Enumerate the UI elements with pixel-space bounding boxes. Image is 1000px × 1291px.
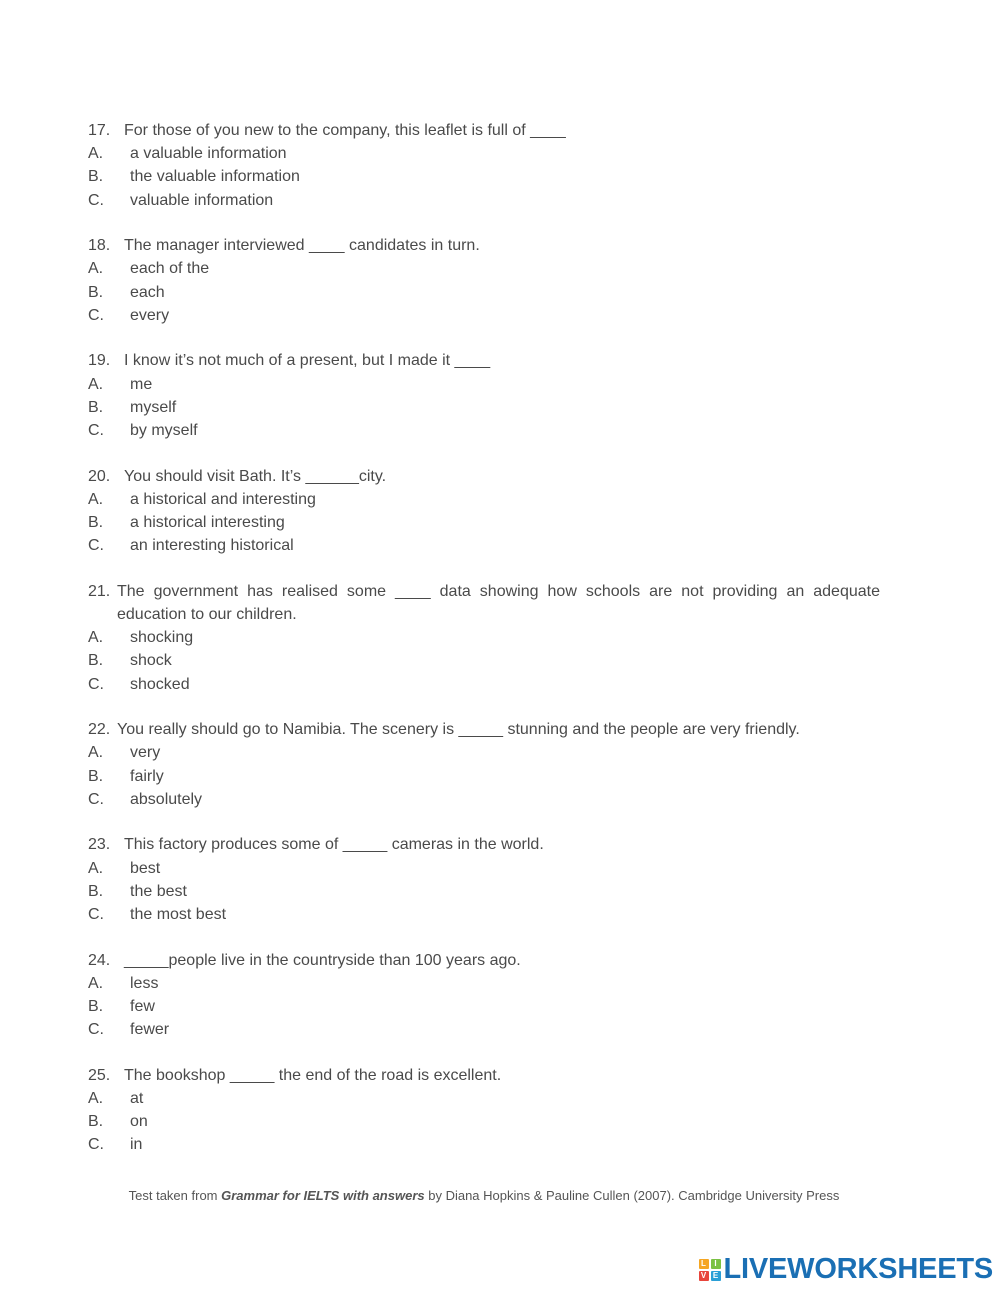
option-text: the valuable information	[130, 168, 300, 186]
answer-option[interactable]	[88, 373, 880, 396]
option-letter: A.	[88, 145, 104, 163]
option-text: by myself	[130, 422, 198, 440]
option-text: fairly	[130, 767, 164, 785]
question-text: _____people live in the countryside than 100 years ago.	[124, 951, 521, 969]
credit-suffix: by Diana Hopkins & Pauline Cullen (2007). Cambridge University Press	[424, 1188, 840, 1203]
liveworksheets-logo	[699, 1253, 994, 1286]
option-text: a historical interesting	[130, 514, 285, 532]
option-letter: B.	[88, 652, 104, 670]
option-letter: B.	[88, 767, 104, 785]
option-text: valuable information	[130, 191, 274, 209]
question-text: This factory produces some of _____ cameras in the world.	[124, 836, 544, 854]
question-stem	[88, 465, 880, 488]
option-text: myself	[130, 398, 177, 416]
option-letter: C.	[88, 1136, 104, 1154]
question	[88, 119, 880, 212]
answer-option[interactable]	[88, 419, 880, 442]
option-text: shocking	[130, 629, 194, 647]
option-letter: B.	[88, 398, 104, 416]
option-text: fewer	[130, 1021, 170, 1039]
question-stem	[88, 349, 880, 372]
option-text: me	[130, 375, 153, 393]
option-letter: C.	[88, 191, 104, 209]
question-stem	[88, 580, 880, 626]
answer-option[interactable]	[88, 396, 880, 419]
answer-option[interactable]	[88, 142, 880, 165]
option-text: the most best	[130, 906, 227, 924]
option-letter: C.	[88, 675, 104, 693]
option-text: on	[130, 1113, 148, 1131]
answer-option[interactable]	[88, 189, 880, 212]
credit-book-title: Grammar for IELTS with answers	[221, 1188, 425, 1203]
option-letter: B.	[88, 998, 104, 1016]
question-text: The bookshop _____ the end of the road is excellent.	[124, 1066, 502, 1084]
question-number: 22.	[88, 721, 111, 739]
question	[88, 580, 880, 696]
question-stem	[88, 1064, 880, 1087]
answer-option[interactable]	[88, 1133, 880, 1156]
question-stem	[88, 718, 880, 741]
answer-option[interactable]	[88, 511, 880, 534]
answer-option[interactable]	[88, 626, 880, 649]
answer-option[interactable]	[88, 257, 880, 280]
question	[88, 833, 880, 926]
option-text: a historical and interesting	[130, 490, 316, 508]
option-letter: A.	[88, 490, 104, 508]
answer-option[interactable]	[88, 534, 880, 557]
question	[88, 718, 880, 811]
logo-tiles-icon	[699, 1259, 721, 1281]
question-number: 24.	[88, 951, 111, 969]
answer-option[interactable]	[88, 788, 880, 811]
answer-option[interactable]	[88, 765, 880, 788]
answer-option[interactable]	[88, 903, 880, 926]
question-number: 23.	[88, 836, 111, 854]
option-letter: B.	[88, 514, 104, 532]
question-text: The manager interviewed ____ candidates in turn.	[124, 237, 480, 255]
question-stem	[88, 234, 880, 257]
question-text: For those of you new to the company, this leaflet is full of ____	[124, 122, 566, 139]
question-number: 18.	[88, 237, 111, 255]
option-letter: C.	[88, 422, 104, 440]
question	[88, 465, 880, 558]
answer-option[interactable]	[88, 165, 880, 188]
brand-name: LIVEWORKSHEETS	[723, 1253, 993, 1285]
option-letter: C.	[88, 306, 104, 324]
answer-option[interactable]	[88, 488, 880, 511]
answer-option[interactable]	[88, 741, 880, 764]
question-list	[88, 119, 880, 1179]
answer-option[interactable]	[88, 673, 880, 696]
question-text: You really should go to Namibia. The scenery is _____ stunning and the people are very friendly.	[117, 721, 800, 739]
option-text: shocked	[130, 675, 190, 693]
option-letter: B.	[88, 882, 104, 900]
option-letter: B.	[88, 1113, 104, 1131]
answer-option[interactable]	[88, 995, 880, 1018]
answer-option[interactable]	[88, 304, 880, 327]
question-number: 20.	[88, 467, 111, 485]
answer-option[interactable]	[88, 972, 880, 995]
question-number: 21.	[88, 582, 111, 600]
option-text: less	[130, 974, 159, 992]
option-text: an interesting historical	[130, 537, 294, 555]
answer-option[interactable]	[88, 1087, 880, 1110]
answer-option[interactable]	[88, 880, 880, 903]
option-letter: C.	[88, 537, 104, 555]
option-text: every	[130, 306, 170, 324]
option-letter: B.	[88, 168, 104, 186]
question-number: 17.	[88, 122, 111, 139]
option-letter: A.	[88, 629, 104, 647]
option-letter: A.	[88, 974, 104, 992]
question	[88, 1064, 880, 1157]
logo-tile: L	[699, 1259, 709, 1269]
option-letter: A.	[88, 260, 104, 278]
source-credit	[0, 1188, 968, 1203]
option-letter: A.	[88, 375, 104, 393]
option-text: each of the	[130, 260, 210, 278]
option-letter: A.	[88, 859, 104, 877]
option-text: absolutely	[130, 790, 203, 808]
question-text: You should visit Bath. It’s ______city.	[124, 467, 387, 485]
option-text: a valuable information	[130, 145, 287, 163]
option-letter: C.	[88, 1021, 104, 1039]
question-text: I know it’s not much of a present, but I made it ____	[124, 352, 491, 370]
option-letter: C.	[88, 790, 104, 808]
answer-option[interactable]	[88, 1110, 880, 1133]
option-text: at	[130, 1090, 144, 1108]
option-text: best	[130, 859, 161, 877]
option-text: in	[130, 1136, 143, 1154]
option-text: each	[130, 283, 165, 301]
question-stem	[88, 119, 880, 142]
option-text: few	[130, 998, 155, 1016]
logo-tile: V	[699, 1271, 709, 1281]
option-letter: A.	[88, 1090, 104, 1108]
question-number: 25.	[88, 1066, 111, 1084]
option-text: shock	[130, 652, 172, 670]
question	[88, 349, 880, 442]
logo-tile: I	[711, 1259, 721, 1269]
question	[88, 949, 880, 1042]
question-stem	[88, 833, 880, 856]
option-letter: B.	[88, 283, 104, 301]
question	[88, 234, 880, 327]
option-text: very	[130, 744, 161, 762]
answer-option[interactable]	[88, 649, 880, 672]
answer-option[interactable]	[88, 857, 880, 880]
logo-tile: E	[711, 1271, 721, 1281]
option-letter: A.	[88, 744, 104, 762]
question-text: The government has realised some ____ data showing how schools are not providing an adequate education to our children.	[117, 582, 880, 624]
option-text: the best	[130, 882, 187, 900]
question-stem	[88, 949, 880, 972]
credit-prefix: Test taken from	[128, 1188, 222, 1203]
answer-option[interactable]	[88, 1018, 880, 1041]
option-letter: C.	[88, 906, 104, 924]
question-number: 19.	[88, 352, 111, 370]
answer-option[interactable]	[88, 281, 880, 304]
